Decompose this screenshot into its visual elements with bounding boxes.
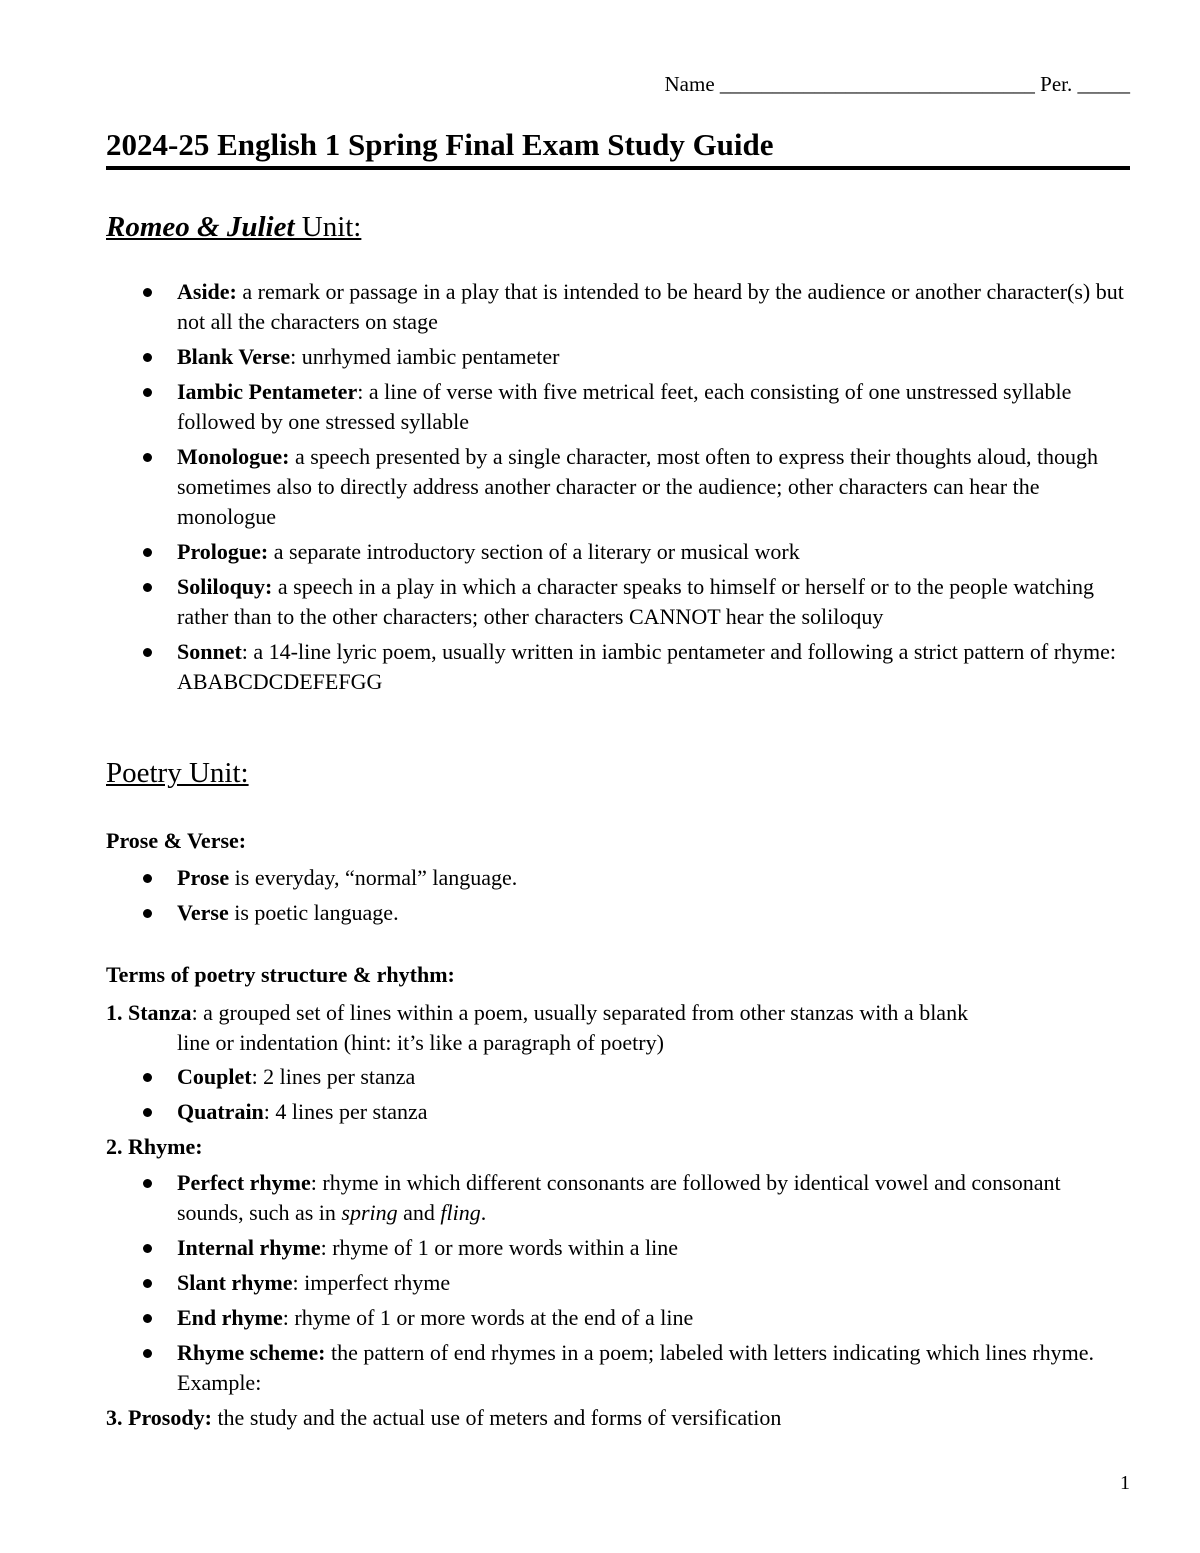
term-soliloquy <box>0 572 1200 632</box>
name-label: Name <box>664 72 715 96</box>
rhyme-types-list <box>0 1168 1200 1403</box>
structure-rhythm-heading: Terms of poetry structure & rhythm: <box>106 962 455 987</box>
stanza-definition-cont: line or indentation (hint: it’s like a paragraph of poetry) <box>177 1030 664 1055</box>
term-definition: : rhyme of 1 or more words at the end of a line <box>282 1305 694 1330</box>
romeo-juliet-heading-suffix: Unit: <box>294 211 362 243</box>
term-definition: : 4 lines per stanza <box>263 1099 428 1124</box>
page-title: 2024-25 English 1 Spring Final Exam Study Guide <box>106 127 1130 170</box>
name-period-line <box>665 72 1131 97</box>
term-definition: the pattern of end rhymes in a poem; labeled with letters indicating which lines rhyme. Example: <box>177 1340 1095 1395</box>
term-label: Verse <box>177 900 229 925</box>
prose-verse-list <box>0 863 1200 933</box>
term-aside <box>0 277 1200 337</box>
term-sonnet <box>0 637 1200 697</box>
term-prologue <box>0 537 1200 567</box>
stanza-types-list <box>0 1062 1200 1132</box>
prose-verse-heading: Prose & Verse: <box>106 828 247 853</box>
term-definition: is poetic language. <box>228 900 399 925</box>
term-label: Aside: <box>177 279 237 304</box>
term-label: Perfect rhyme <box>177 1170 311 1195</box>
term-slant-rhyme <box>0 1268 1200 1298</box>
term-definition: a remark or passage in a play that is intended to be heard by the audience or another character(s) but not all the characters on stage <box>177 279 1124 334</box>
term-label: Blank Verse <box>177 344 291 369</box>
term-definition: : rhyme in which different consonants are followed by identical vowel and consonant sounds, such as in <box>177 1170 1061 1225</box>
term-blank-verse <box>0 342 1200 372</box>
term-monologue <box>0 442 1200 532</box>
term-label: Internal rhyme <box>177 1235 321 1260</box>
term-definition: a speech in a play in which a character speaks to himself or herself or to the people watching rather than to the other characters; other characters CANNOT hear the soliloquy <box>177 574 1095 629</box>
romeo-juliet-unit-heading <box>106 210 361 244</box>
term-label: Rhyme scheme: <box>177 1340 326 1365</box>
stanza-term: Stanza <box>128 1000 192 1025</box>
term-definition: : 2 lines per stanza <box>251 1064 416 1089</box>
prosody-definition: the study and the actual use of meters and forms of versification <box>211 1405 782 1430</box>
stanza-definition: : a grouped set of lines within a poem, usually separated from other stanzas with a blank <box>191 1000 969 1025</box>
rhyme-item <box>106 1132 1132 1162</box>
term-label: Couplet <box>177 1064 252 1089</box>
page-number: 1 <box>1120 1472 1130 1494</box>
term-label: Quatrain <box>177 1099 264 1124</box>
prosody-item <box>106 1403 1132 1433</box>
term-definition: : a line of verse with five metrical feet, each consisting of one unstressed syllable followed by one stressed syllable <box>177 379 1072 434</box>
term-end-rhyme <box>0 1303 1200 1333</box>
term-definition: a speech presented by a single character, most often to express their thoughts aloud, though sometimes also to directly address another character or the audience; other characters can hear the monologue <box>177 444 1099 529</box>
term-label: Prologue: <box>177 539 269 564</box>
period-label: Per. <box>1040 72 1073 96</box>
term-rhyme-scheme <box>0 1338 1200 1398</box>
term-couplet <box>0 1062 1200 1092</box>
prosody-term: Prosody: <box>128 1405 212 1430</box>
term-definition: : rhyme of 1 or more words within a line <box>320 1235 679 1260</box>
term-perfect-rhyme <box>0 1168 1200 1228</box>
term-verse <box>0 898 1200 928</box>
term-definition: : unrhymed iambic pentameter <box>290 344 560 369</box>
stanza-number: 1. <box>106 1000 128 1025</box>
term-definition: : imperfect rhyme <box>292 1270 451 1295</box>
term-definition: a separate introductory section of a literary or musical work <box>268 539 800 564</box>
term-prose <box>0 863 1200 893</box>
term-definition: : a 14-line lyric poem, usually written in iambic pentameter and following a strict pattern of rhyme: ABABCDCDEFEFGG <box>177 639 1117 694</box>
term-label: Slant rhyme <box>177 1270 293 1295</box>
term-definition: is everyday, “normal” language. <box>229 865 518 890</box>
term-iambic-pentameter <box>0 377 1200 437</box>
stanza-item <box>106 998 1132 1058</box>
example-word-spring: spring <box>341 1200 398 1225</box>
term-label: Sonnet <box>177 639 242 664</box>
term-label: Soliloquy: <box>177 574 273 599</box>
term-label: Monologue: <box>177 444 290 469</box>
example-end: . <box>480 1200 487 1225</box>
period-blank: _____ <box>1077 72 1130 96</box>
rhyme-number: 2. <box>106 1134 128 1159</box>
poetry-unit-heading: Poetry Unit: <box>106 757 249 789</box>
term-label: Iambic Pentameter <box>177 379 358 404</box>
romeo-juliet-heading-title: Romeo & Juliet <box>106 211 295 243</box>
term-internal-rhyme <box>0 1233 1200 1263</box>
rhyme-term: Rhyme: <box>128 1134 203 1159</box>
name-blank: ______________________________ <box>719 72 1035 96</box>
term-quatrain <box>0 1097 1200 1127</box>
term-label: Prose <box>177 865 230 890</box>
term-label: End rhyme <box>177 1305 283 1330</box>
prosody-number: 3. <box>106 1405 128 1430</box>
example-word-fling: fling <box>440 1200 481 1225</box>
romeo-juliet-terms-list <box>0 277 1200 702</box>
example-connector: and <box>397 1200 441 1225</box>
